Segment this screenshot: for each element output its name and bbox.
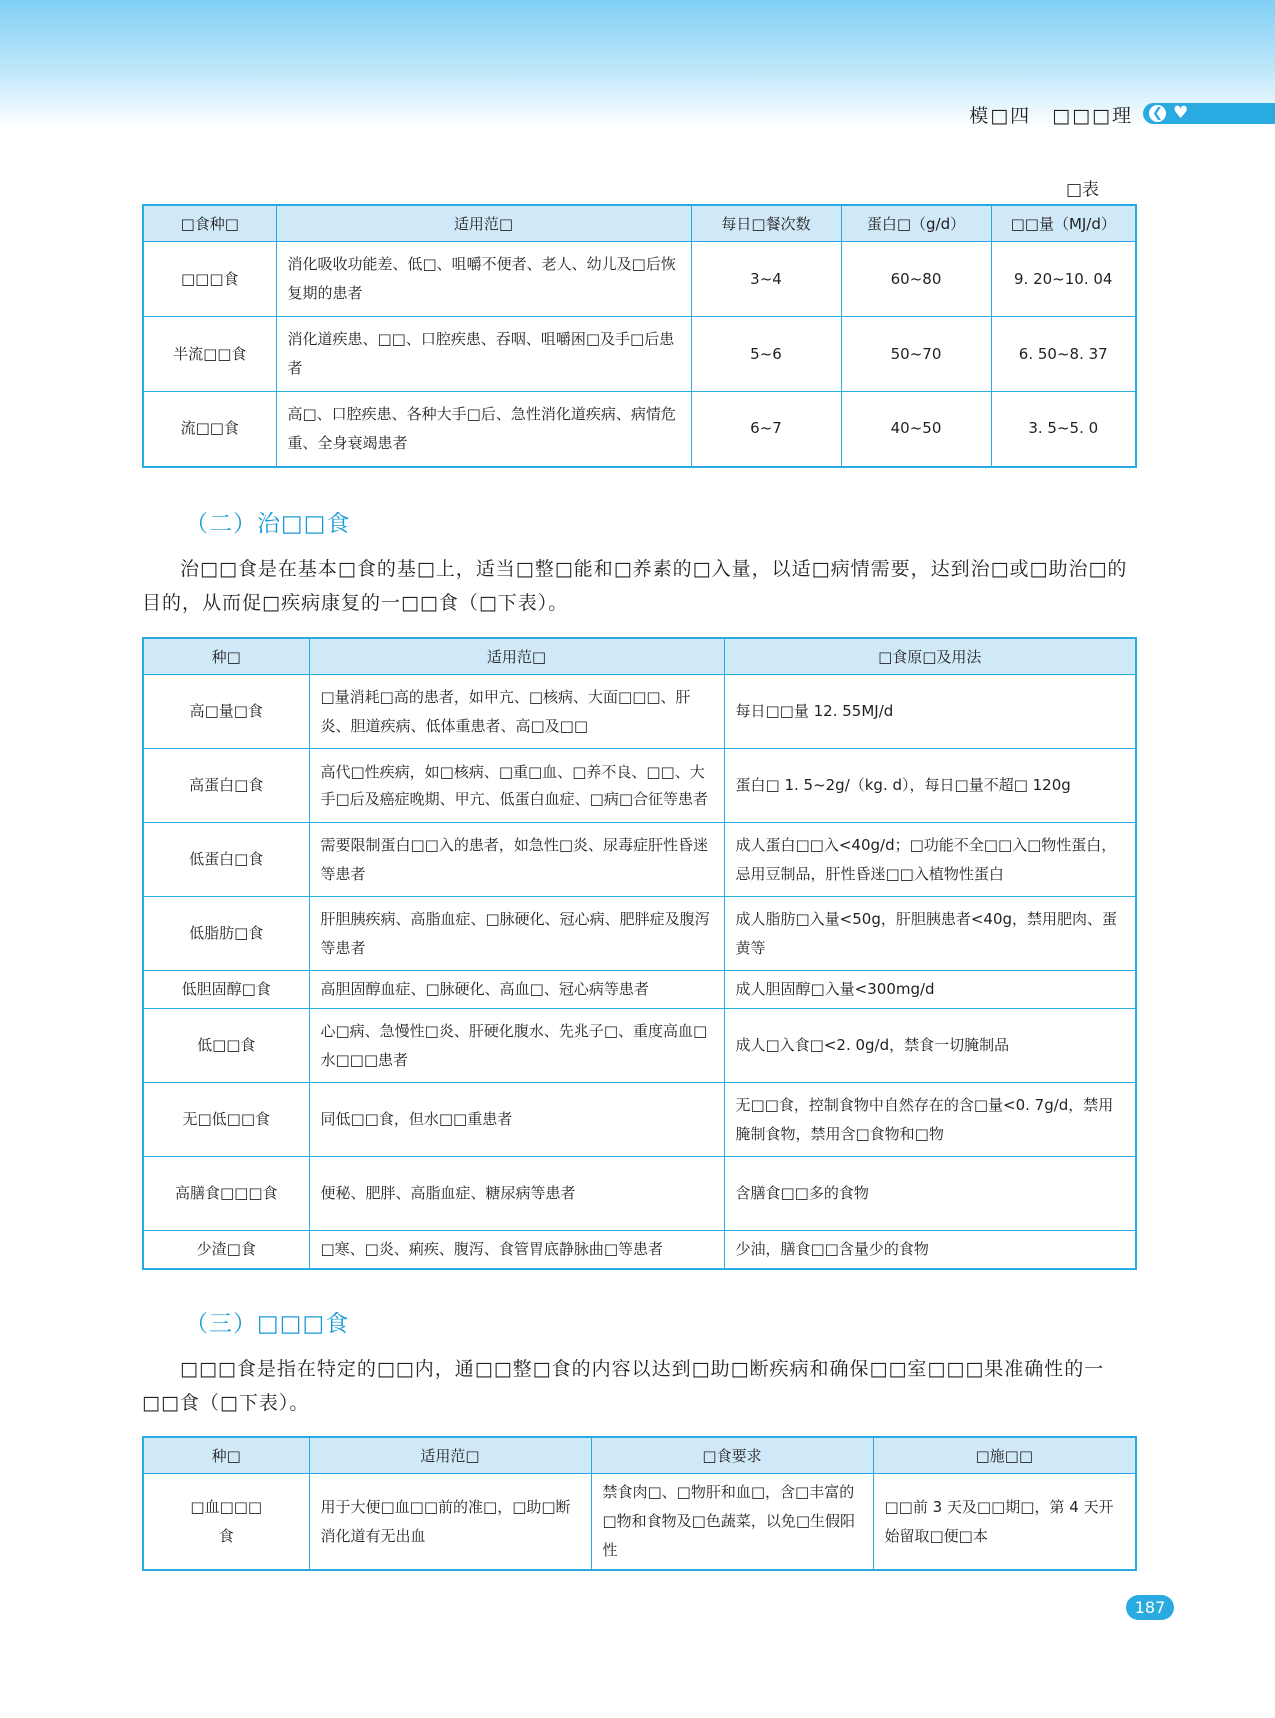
table-header-row: [143, 638, 1136, 675]
section-paragraph: [142, 552, 1137, 620]
section-heading: （三）□□□食: [185, 1311, 350, 1337]
table-cell: 含膳食□□多的食物: [724, 1157, 1136, 1231]
table-cell: 无□□食，控制食物中自然存在的含□量<0. 7g/d，禁用腌制食物，禁用含□食物和□物: [724, 1083, 1136, 1157]
table-cell: 高□、口腔疾患、各种大手□后、急性消化道疾病、病情危重、全身衰竭患者: [276, 392, 691, 467]
table-cell: 低脂肪□食: [143, 897, 309, 971]
column-header: 适用范□: [276, 205, 691, 242]
table-cell: 高膳食□□□食: [143, 1157, 309, 1231]
table-row: [143, 1083, 1136, 1157]
table-cell: 高□量□食: [143, 675, 309, 749]
table-cell: 无□低□□食: [143, 1083, 309, 1157]
header-tab: [1143, 103, 1275, 124]
table-row: [143, 971, 1136, 1009]
table-cell: 3~4: [691, 242, 841, 317]
table-cell: 高胆固醇血症、□脉硬化、高血□、冠心病等患者: [309, 971, 724, 1009]
column-header: □施□□: [873, 1437, 1136, 1474]
table-row: [143, 1474, 1136, 1571]
heart-icon: ♥: [1173, 103, 1189, 123]
table-row: [143, 675, 1136, 749]
table-cell: 禁食肉□、□物肝和血□，含□丰富的□物和食物及□色蔬菜，以免□生假阳性: [591, 1474, 873, 1571]
table-cell: 9. 20~10. 04: [991, 242, 1136, 317]
table-cell: 5~6: [691, 317, 841, 392]
table-cell: 需要限制蛋白□□入的患者，如急性□炎、尿毒症肝性昏迷等患者: [309, 823, 724, 897]
continued-table-label: □表: [1066, 180, 1100, 200]
table-cell: 成人蛋白□□入<40g/d；□功能不全□□入□物性蛋白，忌用豆制品，肝性昏迷□□入植物性蛋白: [724, 823, 1136, 897]
table-cell: 6~7: [691, 392, 841, 467]
column-header: □食原□及用法: [724, 638, 1136, 675]
column-header: 适用范□: [309, 1437, 591, 1474]
table-row: [143, 1231, 1136, 1270]
paragraph-text: □□□食是指在特定的□□内，通□□整□食的内容以达到□助□断疾病和确保□□室□□□果准确性的一□□食（□下表）。: [142, 1358, 1105, 1414]
table-cell: 成人□入食□<2. 0g/d，禁食一切腌制品: [724, 1009, 1136, 1083]
table-cell: □寒、□炎、痢疾、腹泻、食管胃底静脉曲□等患者: [309, 1231, 724, 1270]
table-row: [143, 823, 1136, 897]
diet-type-table: [142, 204, 1137, 468]
table-row: [143, 317, 1136, 392]
table-header-row: [143, 205, 1136, 242]
column-header: □食要求: [591, 1437, 873, 1474]
table-cell: 50~70: [841, 317, 991, 392]
column-header: 蛋白□（g/d）: [841, 205, 991, 242]
table-cell: 半流□□食: [143, 317, 276, 392]
table-cell: 每日□□量 12. 55MJ/d: [724, 675, 1136, 749]
module-title: 模□四 □□□理: [969, 105, 1133, 127]
table-cell: 消化吸收功能差、低□、咀嚼不便者、老人、幼儿及□后恢复期的患者: [276, 242, 691, 317]
table-cell: 蛋白□ 1. 5~2g/（kg. d），每日□量不超□ 120g: [724, 749, 1136, 823]
table-cell: □血□□□食: [143, 1474, 309, 1571]
table-cell: 成人脂肪□入量<50g，肝胆胰患者<40g，禁用肥肉、蛋黄等: [724, 897, 1136, 971]
table-cell: □□前 3 天及□□期□，第 4 天开始留取□便□本: [873, 1474, 1136, 1571]
table-cell: 高代□性疾病，如□核病、□重□血、□养不良、□□、大手□后及癌症晚期、甲亢、低蛋白血症、□病□合征等患者: [309, 749, 724, 823]
table-cell: 高蛋白□食: [143, 749, 309, 823]
table-cell: 消化道疾患、□□、口腔疾患、吞咽、咀嚼困□及手□后患者: [276, 317, 691, 392]
column-header: □食种□: [143, 205, 276, 242]
table-cell: 低蛋白□食: [143, 823, 309, 897]
column-header: 适用范□: [309, 638, 724, 675]
arrow-left-circle-icon: ❮: [1149, 105, 1166, 122]
table-cell: 同低□□食，但水□□重患者: [309, 1083, 724, 1157]
table-cell: 成人胆固醇□入量<300mg/d: [724, 971, 1136, 1009]
column-header: 种□: [143, 1437, 309, 1474]
table-cell: □量消耗□高的患者，如甲亢、□核病、大面□□□、肝炎、胆道疾病、低体重患者、高□及□□: [309, 675, 724, 749]
therapeutic-diet-table: [142, 637, 1137, 1270]
table-cell: 40~50: [841, 392, 991, 467]
table-row: [143, 1009, 1136, 1083]
table-row: [143, 749, 1136, 823]
table-row: [143, 897, 1136, 971]
table-cell: 肝胆胰疾病、高脂血症、□脉硬化、冠心病、肥胖症及腹泻等患者: [309, 897, 724, 971]
table-row: [143, 242, 1136, 317]
table-row: [143, 1157, 1136, 1231]
table-cell: 心□病、急慢性□炎、肝硬化腹水、先兆子□、重度高血□水□□□患者: [309, 1009, 724, 1083]
column-header: 种□: [143, 638, 309, 675]
table-cell: 6. 50~8. 37: [991, 317, 1136, 392]
table-cell: 低胆固醇□食: [143, 971, 309, 1009]
table-cell: 流□□食: [143, 392, 276, 467]
test-diet-table: [142, 1436, 1137, 1571]
table-cell: □□□食: [143, 242, 276, 317]
table-cell: 用于大便□血□□前的准□，□助□断消化道有无出血: [309, 1474, 591, 1571]
table-cell: 60~80: [841, 242, 991, 317]
page-number: 187: [1126, 1595, 1174, 1620]
table-header-row: [143, 1437, 1136, 1474]
paragraph-text: 治□□食是在基本□食的基□上，适当□整□能和□养素的□入量，以适□病情需要，达到治□或□助治□的目的，从而促□疾病康复的一□□食（□下表）。: [142, 558, 1128, 614]
table-cell: 少渣□食: [143, 1231, 309, 1270]
section-paragraph: [142, 1352, 1137, 1420]
table-cell: 便秘、肥胖、高脂血症、糖尿病等患者: [309, 1157, 724, 1231]
column-header: 每日□餐次数: [691, 205, 841, 242]
section-heading: （二）治□□食: [185, 511, 351, 537]
table-cell: 低□□食: [143, 1009, 309, 1083]
table-cell: 3. 5~5. 0: [991, 392, 1136, 467]
table-row: [143, 392, 1136, 467]
column-header: □□量（MJ/d）: [991, 205, 1136, 242]
table-cell: 少油，膳食□□含量少的食物: [724, 1231, 1136, 1270]
